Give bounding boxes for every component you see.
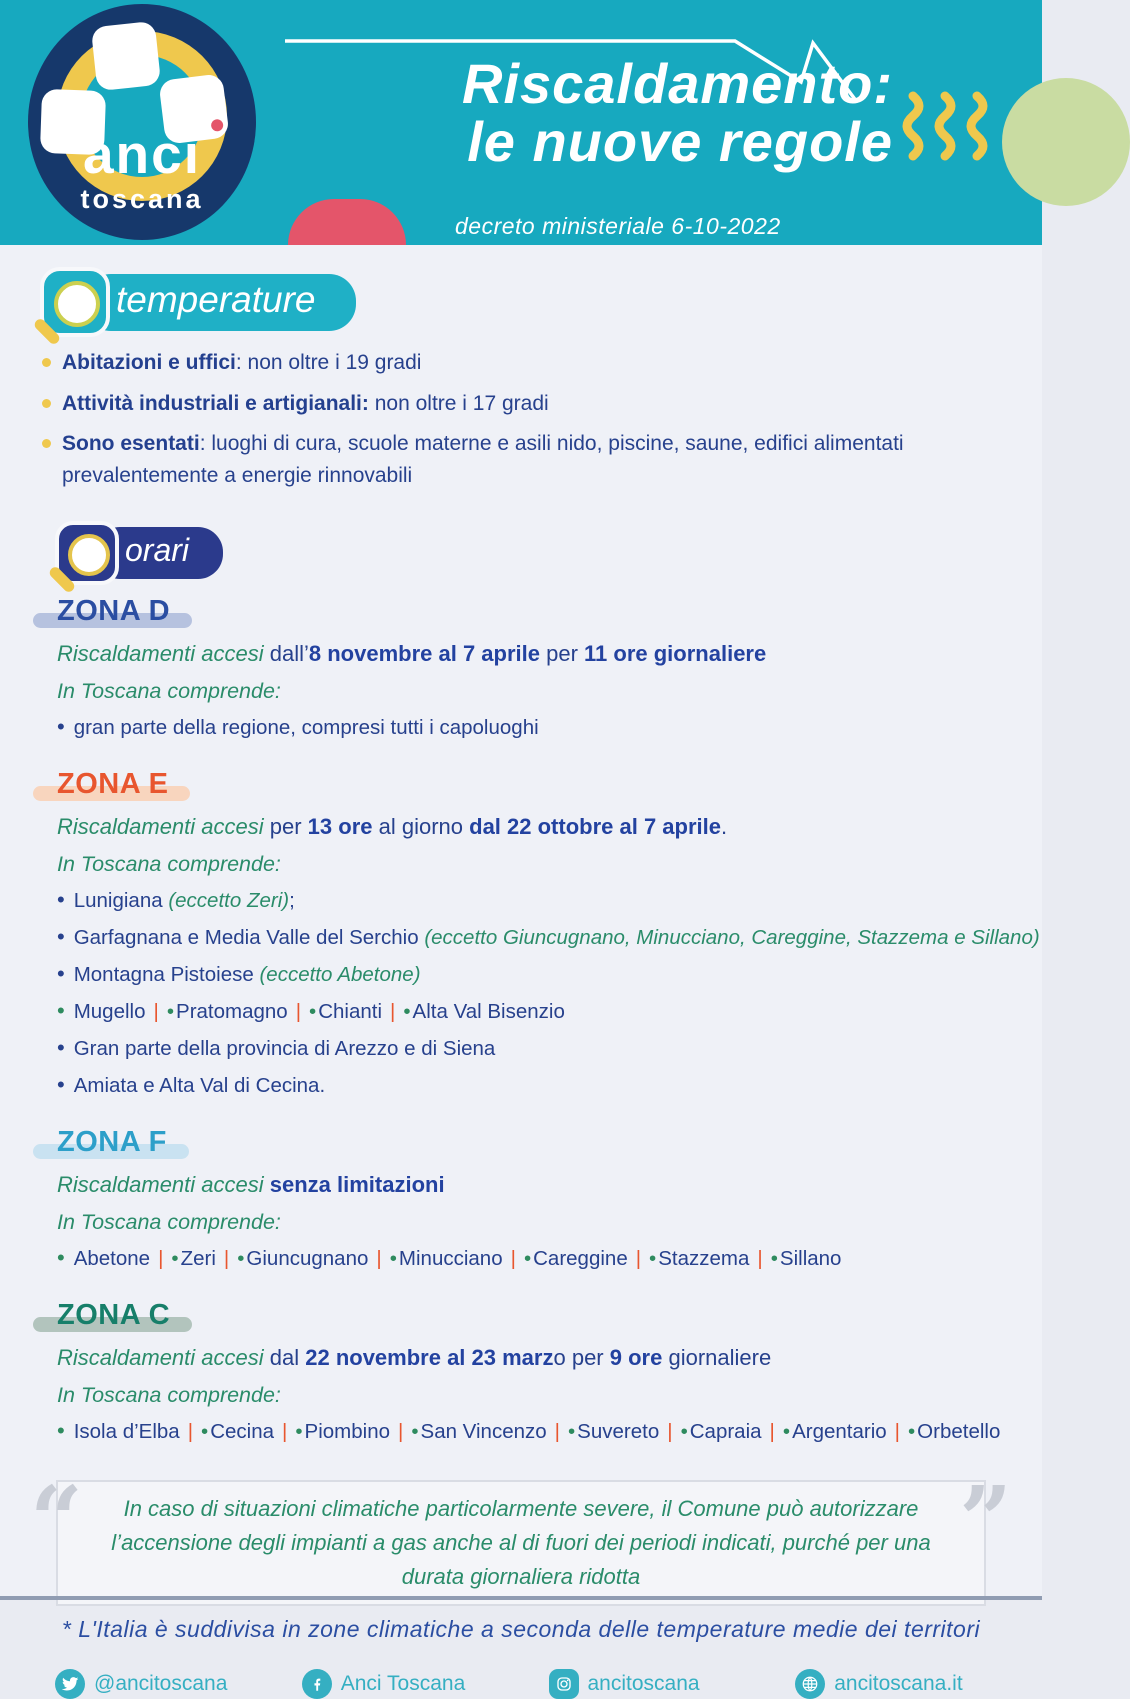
title-line2: le nuove regole xyxy=(467,110,893,173)
bullet-icon: • xyxy=(57,886,65,912)
text-segment: dal 22 ottobre al 7 aprile xyxy=(469,813,721,839)
zone-intro xyxy=(57,638,1042,670)
item-text xyxy=(74,963,421,986)
text-segment: : non oltre i 19 gradi xyxy=(235,351,422,374)
bullet-icon xyxy=(42,358,51,367)
page-title xyxy=(462,52,893,173)
open-quote-icon: “ xyxy=(30,1465,83,1574)
zone-title: ZONA F xyxy=(57,1125,167,1158)
text-segment: • xyxy=(770,1246,778,1270)
orari-section-heading xyxy=(55,521,1042,585)
text-segment: 8 novembre al 7 aprile xyxy=(308,641,540,666)
bullet-icon: • xyxy=(57,960,65,986)
anci-toscana-logo xyxy=(28,4,256,240)
magnifier-icon xyxy=(40,267,110,337)
decree-subtitle: decreto ministeriale 6-10-2022 xyxy=(455,213,781,239)
logo-text-anci: anci xyxy=(82,123,202,185)
item-text xyxy=(74,1247,842,1270)
item-text xyxy=(62,428,987,491)
text-segment: Argentario xyxy=(792,1419,887,1443)
text-segment: • xyxy=(309,999,317,1023)
text-segment: | xyxy=(153,999,159,1023)
text-segment: | xyxy=(398,1419,404,1443)
zone-items xyxy=(57,1245,1042,1271)
text-segment: Lunigiana xyxy=(73,888,169,912)
zone-block xyxy=(57,768,1042,1098)
list-item xyxy=(57,714,1042,740)
bullet-icon: • xyxy=(57,997,65,1023)
text-segment: Sono esentati xyxy=(62,432,200,455)
text-segment: • xyxy=(166,999,175,1023)
footer-social-link-instagram[interactable] xyxy=(549,1669,796,1699)
zone-block xyxy=(57,1299,1042,1444)
zone-title-wrap xyxy=(57,595,170,628)
text-segment: Sillano xyxy=(779,1246,842,1270)
magnifier-lens xyxy=(68,534,110,576)
bullet-icon: • xyxy=(57,1417,65,1443)
quote-box: In caso di situazioni climatiche particolarmente severe, il Comune può autorizzare l’accensione degli impianti a gas anche al di fuori dei periodi indicati, purché per una durata giornaliera ridotta xyxy=(56,1480,986,1606)
text-segment: | xyxy=(894,1419,900,1443)
text-segment: | xyxy=(390,999,396,1023)
text-segment: Minucciano xyxy=(398,1246,503,1270)
climate-zones-footnote: * L'Italia è suddivisa in zone climatiche a seconda delle temperature medie dei territori xyxy=(61,1616,981,1643)
text-segment: Mugello xyxy=(73,999,146,1023)
item-text xyxy=(74,889,295,912)
text-segment: Alta Val Bisenzio xyxy=(412,999,565,1023)
bullet-icon: • xyxy=(57,1244,65,1270)
facebook-icon xyxy=(302,1669,332,1699)
text-segment: | xyxy=(223,1246,230,1270)
bullet-icon: • xyxy=(57,1034,65,1060)
text-segment: | xyxy=(667,1419,673,1443)
item-text xyxy=(74,716,539,739)
text-segment: 22 novembre al 23 marz xyxy=(305,1344,554,1370)
footer-handle-label: ancitoscana xyxy=(587,1672,700,1696)
zone-title: ZONA D xyxy=(57,595,171,627)
text-segment: Attività industriali e artigianali: xyxy=(62,391,369,415)
bullet-icon: • xyxy=(57,1071,65,1097)
text-segment: Amiata e Alta Val di Cecina. xyxy=(73,1073,326,1097)
temperature-rules-list xyxy=(42,347,987,491)
text-segment: | xyxy=(282,1419,288,1443)
text-segment: | xyxy=(757,1246,763,1270)
decorative-red-semicircle xyxy=(288,199,406,245)
orari-pill-label: orari xyxy=(95,527,223,579)
list-item xyxy=(42,428,987,491)
globe-icon xyxy=(795,1669,825,1699)
list-item xyxy=(57,887,1042,913)
text-segment: | xyxy=(158,1246,164,1270)
text-segment: per xyxy=(263,813,308,839)
text-segment: • xyxy=(907,1419,916,1443)
item-text xyxy=(74,1037,496,1060)
zone-intro xyxy=(57,1342,1042,1374)
text-segment: Piombino xyxy=(304,1419,390,1443)
text-segment: Riscaldamenti accesi xyxy=(57,1344,264,1370)
magnifier-handle xyxy=(33,317,62,346)
text-segment: al giorno xyxy=(372,813,470,839)
item-text xyxy=(62,388,549,420)
bullet-icon: • xyxy=(57,923,65,949)
item-text xyxy=(74,926,1040,949)
text-segment: Montagna Pistoiese xyxy=(73,962,260,986)
bullet-icon xyxy=(42,399,51,408)
text-segment: ; xyxy=(289,888,295,912)
list-item xyxy=(57,961,1042,987)
zone-block xyxy=(57,1126,1042,1271)
temperature-section-heading xyxy=(40,267,1042,337)
zone-items xyxy=(57,714,1042,740)
twitter-icon xyxy=(55,1669,85,1699)
text-segment: dal xyxy=(263,1344,306,1370)
logo-text-toscana: toscana xyxy=(80,184,204,214)
text-segment: Suvereto xyxy=(577,1419,660,1443)
text-segment: | xyxy=(554,1419,560,1443)
zone-comprende: In Toscana comprende: xyxy=(57,851,281,876)
text-segment: 9 ore xyxy=(609,1344,663,1370)
text-segment: Capraia xyxy=(689,1419,762,1443)
list-item xyxy=(57,1072,1042,1098)
text-segment: non oltre i 17 gradi xyxy=(368,391,549,415)
magnifier-handle xyxy=(48,565,77,594)
text-segment: . xyxy=(721,813,728,839)
text-segment: giornaliere xyxy=(662,1344,772,1370)
list-item xyxy=(57,998,1042,1024)
footer-social-link-twitter[interactable] xyxy=(55,1669,302,1699)
list-item xyxy=(57,924,1042,950)
zone-title-wrap xyxy=(57,768,168,801)
text-segment: Riscaldamenti accesi xyxy=(57,1171,264,1197)
text-segment: | xyxy=(635,1246,642,1270)
text-segment: • xyxy=(171,1246,179,1270)
text-segment: Isola d’Elba xyxy=(73,1419,180,1443)
header xyxy=(0,0,1042,245)
text-segment: • xyxy=(295,1419,303,1443)
text-segment: San Vincenzo xyxy=(420,1419,547,1443)
zone-block xyxy=(57,595,1042,740)
text-segment: Stazzema xyxy=(658,1246,750,1270)
bullet-icon xyxy=(42,439,51,448)
text-segment: • xyxy=(201,1419,209,1443)
text-segment: • xyxy=(411,1419,419,1443)
text-segment: | xyxy=(510,1246,516,1270)
text-segment: • xyxy=(649,1246,657,1270)
text-segment: | xyxy=(295,999,302,1023)
zone-title: ZONA E xyxy=(57,767,169,800)
text-segment: • xyxy=(680,1419,688,1443)
text-segment: Abitazioni e uffici xyxy=(62,351,236,374)
item-text xyxy=(74,1420,1001,1443)
text-segment: senza limitazioni xyxy=(269,1171,445,1197)
text-segment: • xyxy=(237,1246,245,1270)
text-segment: • xyxy=(567,1419,576,1443)
text-segment: • xyxy=(403,999,411,1023)
temperature-pill-label: temperature xyxy=(84,274,356,331)
text-segment: Pratomagno xyxy=(176,999,288,1023)
item-text xyxy=(74,1074,325,1097)
footer-social-link-website[interactable] xyxy=(795,1669,1042,1699)
list-item xyxy=(57,1245,1042,1271)
zone-intro xyxy=(57,811,1042,843)
text-segment: 13 ore xyxy=(307,813,373,839)
heat-waves-icon xyxy=(903,90,991,170)
text-segment: Orbetello xyxy=(917,1419,1001,1443)
list-item xyxy=(57,1035,1042,1061)
decorative-green-circle xyxy=(1002,78,1130,206)
text-segment: | xyxy=(376,1246,382,1270)
text-segment: • xyxy=(389,1246,397,1270)
text-segment: Cecina xyxy=(210,1419,275,1443)
zone-items xyxy=(57,887,1042,1098)
magnifier-icon xyxy=(55,521,119,585)
close-quote-icon: ” xyxy=(959,1465,1012,1574)
list-item xyxy=(42,388,987,420)
zone-intro xyxy=(57,1169,1042,1201)
logo-square-top xyxy=(91,21,161,91)
text-segment: | xyxy=(769,1419,775,1443)
footer-social-bar xyxy=(55,1669,1042,1699)
text-segment: • xyxy=(523,1246,532,1270)
text-segment: dall’ xyxy=(263,641,309,666)
text-segment: Giuncugnano xyxy=(246,1246,369,1270)
text-segment: Chianti xyxy=(318,999,383,1023)
list-item xyxy=(57,1418,1042,1444)
text-segment: per xyxy=(540,641,585,666)
text-segment: 11 ore giornaliere xyxy=(584,641,767,666)
zone-comprende: In Toscana comprende: xyxy=(57,1382,281,1407)
magnifier-lens xyxy=(54,281,100,327)
main-content xyxy=(0,267,1042,1699)
title-line1: Riscaldamento: xyxy=(462,52,893,115)
item-text xyxy=(62,347,421,379)
instagram-icon xyxy=(549,1669,579,1699)
bullet-icon: • xyxy=(57,713,65,739)
text-segment: (eccetto Giuncugnano, Minucciano, Careggine, Stazzema e Sillano) xyxy=(424,925,1040,949)
zone-title-wrap xyxy=(57,1299,170,1332)
zones xyxy=(57,595,1042,1444)
text-segment: | xyxy=(187,1419,194,1443)
text-segment: : luoghi di cura, scuole materne e asili nido, piscine, saune, edifici alimentati prevalentemente a energie rinnovabili xyxy=(62,432,904,487)
text-segment: (eccetto Abetone) xyxy=(259,962,421,986)
list-item xyxy=(42,347,987,379)
text-segment: Garfagnana e Media Valle del Serchio xyxy=(73,925,425,949)
text-segment: (eccetto Zeri) xyxy=(168,888,290,912)
zone-comprende: In Toscana comprende: xyxy=(57,1209,281,1234)
text-segment: Careggine xyxy=(533,1246,628,1270)
bottom-edge-divider xyxy=(0,1596,1042,1600)
footer-social-link-facebook[interactable] xyxy=(302,1669,549,1699)
text-segment: o per xyxy=(553,1344,610,1370)
quote-section xyxy=(0,1465,1042,1606)
text-segment: Zeri xyxy=(180,1246,216,1270)
footer-handle-label: ancitoscana.it xyxy=(834,1672,963,1696)
text-segment: Gran parte della provincia di Arezzo e di Siena xyxy=(73,1036,496,1060)
text-segment: Riscaldamenti accesi xyxy=(57,813,264,839)
zone-title-wrap xyxy=(57,1126,167,1159)
zone-title: ZONA C xyxy=(57,1298,171,1331)
text-segment: Abetone xyxy=(73,1246,151,1270)
zone-comprende: In Toscana comprende: xyxy=(57,678,281,703)
text-segment: Riscaldamenti accesi xyxy=(57,641,264,666)
text-segment: gran parte della regione, compresi tutti i capoluoghi xyxy=(73,715,539,739)
zone-items xyxy=(57,1418,1042,1444)
footer-handle-label: @ancitoscana xyxy=(94,1672,228,1696)
item-text xyxy=(74,1000,565,1023)
footer-handle-label: Anci Toscana xyxy=(340,1672,466,1696)
text-segment: • xyxy=(782,1419,791,1443)
